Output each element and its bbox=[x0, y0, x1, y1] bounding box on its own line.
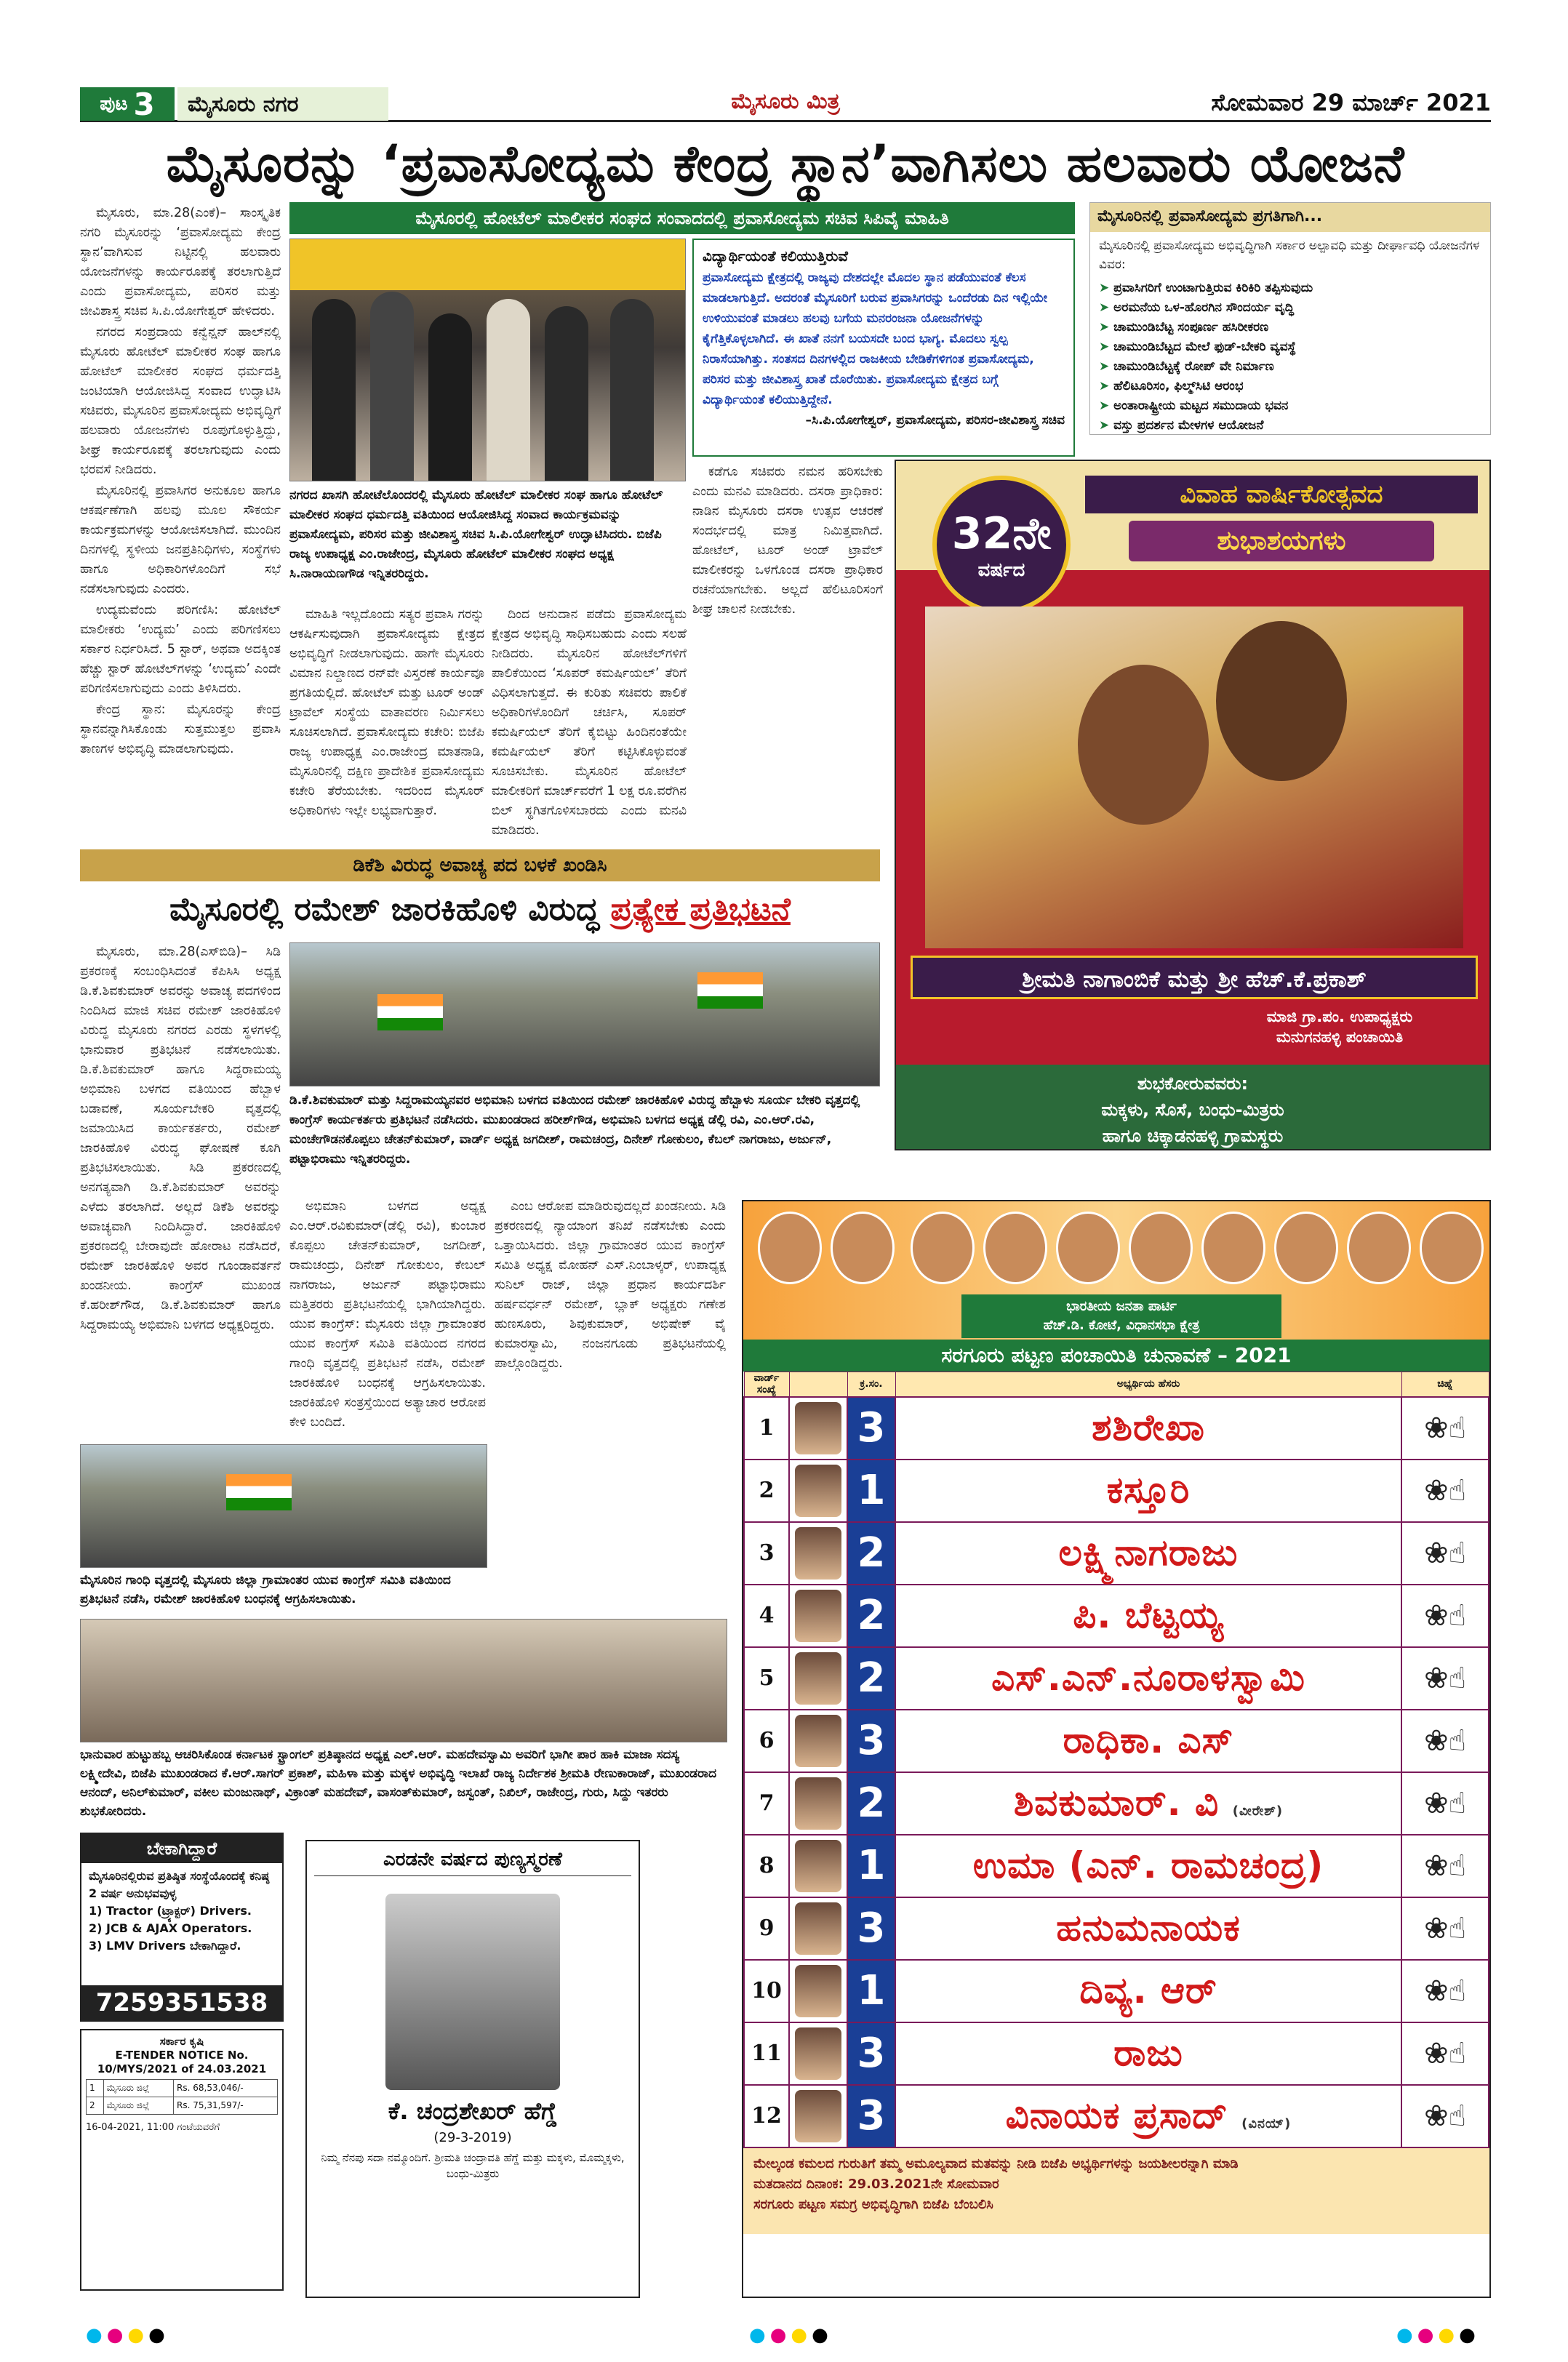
paragraph: ಮೈಸೂರು, ಮಾ.28(ಎಂಕೆ)– ಸಾಂಸ್ಕೃತಿಕ ನಗರಿ ಮೈಸೂರನ್ನು ‘ಪ್ರವಾಸೋದ್ಯಮ ಕೇಂದ್ರ ಸ್ಥಾನ’ವಾಗಿಸುವ ನಿಟ್ಟಿನಲ್ಲಿ ಹಲವಾರು ಯೋಜನೆಗಳನ್ನು ಕಾರ್ಯರೂಪಕ್ಕೆ ತರಲಾಗುತ್ತಿದೆ ಎಂದು ಪ್ರವಾಸೋದ್ಯಮ, ಪರಿಸರ ಮತ್ತು ಜೀವಿಶಾಸ್ತ್ರ ಸಚಿವ ಸಿ.ಪಿ.ಯೋಗೇಶ್ವರ್ ಹೇಳಿದರು. bbox=[80, 206, 281, 319]
ward-number: 7 bbox=[744, 1772, 789, 1835]
quote-text: ಪ್ರವಾಸೋದ್ಯಮ ಕ್ಷೇತ್ರದಲ್ಲಿ ರಾಜ್ಯವು ದೇಶದಲ್ಲೇ ಮೊದಲ ಸ್ಥಾನ ಪಡೆಯುವಂತೆ ಕೆಲಸ ಮಾಡಲಾಗುತ್ತಿದೆ. ಅದರಂತೆ ಮೈಸೂರಿಗೆ ಬರುವ ಪ್ರವಾಸಿಗರನ್ನು ಒಂದೆರಡು ದಿನ ಇಲ್ಲಿಯೇ ಉಳಿಯುವಂತೆ ಮಾಡಲು ಹಲವು ಬಗೆಯ ಮನರಂಜನಾ ಯೋಜನೆಗಳನ್ನು ಕೈಗೆತ್ತಿಕೊಳ್ಳಲಾಗಿದೆ. ಈ ಖಾತೆ ನನಗೆ ಬಯಸದೇ ಬಂದ ಭಾಗ್ಯ. ಮೊದಲು ಸ್ವಲ್ಪ ನಿರಾಸೆಯಾಗಿತ್ತು. ಸಂತಸದ ದಿನಗಳಲ್ಲಿದ ರಾಜಕೀಯ ಬೇಡಿಕೆಗಳಿಗಂತ ಪ್ರವಾಸೋದ್ಯಮ, ಪರಿಸರ ಮತ್ತು ಜೀವಿಶಾಸ್ತ್ರ ಖಾತೆ ದೊರೆಯಿತು. ಪ್ರವಾಸೋದ್ಯಮ ಕ್ಷೇತ್ರದ ಬಗ್ಗೆ ವಿದ್ಯಾರ್ಥಿಯಂತೆ ಕಲಿಯುತ್ತಿದ್ದೇನೆ. bbox=[703, 271, 1048, 407]
ward-number: 8 bbox=[744, 1835, 789, 1897]
candidate-photo bbox=[789, 1397, 847, 1460]
tender-notice bbox=[80, 2029, 284, 2291]
candidate-row bbox=[744, 1460, 1489, 1522]
story2-headline bbox=[80, 884, 880, 935]
list-item: ➤ ಅರಮನೆಯ ಒಳ-ಹೊರಗಿನ ಸೌಂದರ್ಯ ವೃದ್ಧಿ bbox=[1099, 298, 1481, 318]
photo-caption: ಭಾನುವಾರ ಹುಟ್ಟುಹಬ್ಬ ಆಚರಿಸಿಕೊಂಡ ಕರ್ನಾಟಕ ಸ್ಟ್ರಾಂಗಲ್ ಪ್ರತಿಷ್ಠಾನದ ಅಧ್ಯಕ್ಷ ಎಲ್.ಆರ್. ಮಹದೇವಸ್ವಾಮಿ ಅವರಿಗೆ ಭಾಗೀ ಪಾರ ಹಾಕಿ ಮಾಜಾ ಸದಸ್ಯ ಲಕ್ಷ್ಮೀದೇವಿ, ಬಿಜೆಪಿ ಮುಖಂಡರಾದ ಕೆ.ಆರ್.ಸಾಗರ್ ಪ್ರಕಾಶ್, ಮಹಿಳಾ ಮತ್ತು ಮಕ್ಕಳ ಅಭಿವೃದ್ಧಿ ಇಲಾಖೆ ರಾಜ್ಯ ನಿರ್ದೇಶಕ ಶ್ರೀಮತಿ ರೇಣುಕಾರಾಜ್, ಮುಖಂಡರಾದ ಆನಂದ್, ಅನಿಲ್‌ಕುಮಾರ್, ವಕೀಲ ಮಂಜುನಾಥ್, ವಿಕ್ರಾಂತ್ ಮಹದೇವ್, ವಾಸಂತ್‌ಕುಮಾರ್, ಜಸ್ವಂತ್, ನಿಖಿಲ್, ರಾಜೇಂದ್ರ, ಗುರು, ಸಿದ್ದು ಇತರರು ಶುಭಕೋರಿದರು. bbox=[80, 1748, 717, 1819]
election-footer bbox=[743, 2148, 1489, 2234]
paragraph: ಮಾಹಿತಿ ಇಲ್ಲದೊಂದು ಸತ್ಯರ ಪ್ರವಾಸಿ ಗರನ್ನು ಆಕರ್ಷಿಸುವುದಾಗಿ ಪ್ರವಾಸೋದ್ಯಮ ಕ್ಷೇತ್ರದ ಅಭಿವೃದ್ಧಿಗೆ ನೀಡಲಾಗುವುದು. ಹಾಗೇ ಮೈಸೂರು ವಿಮಾನ ನಿಲ್ದಾಣದ ರನ್‌ವೇ ವಿಸ್ತರಣೆ ಕಾರ್ಯವೂ ಪ್ರಗತಿಯಲ್ಲಿದೆ. ಹೋಟೆಲ್ ಮತ್ತು ಟೂರ್ ಅಂಡ್ ಟ್ರಾವೆಲ್ ಸಂಸ್ಥೆಯ ವಾತಾವರಣ ನಿರ್ಮಿಸಲು ಸೂಚಿಸಲಾಗಿದೆ. ಪ್ರವಾಸೋದ್ಯಮ ಕಚೇರಿ: ಬಿಜೆಪಿ ರಾಜ್ಯ ಉಪಾಧ್ಯಕ್ಷ ಎಂ.ರಾಜೇಂದ್ರ ಮಾತನಾಡಿ, ಮೈಸೂರಿನಲ್ಲಿ ದಕ್ಷಿಣ ಪ್ರಾದೇಶಿಕ ಪ್ರವಾಸೋದ್ಯಮ ಕಚೇರಿ ತೆರೆಯಬೇಕು. ಇದರಿಂದ ಮೈಸೂರ್ ಅಧಿಕಾರಿಗಳು ಇಲ್ಲೇ ಲಭ್ಯವಾಗುತ್ತಾರೆ. bbox=[289, 607, 484, 818]
candidate-name-text: ರಾಜು bbox=[1113, 2032, 1183, 2074]
lotus-icon: ❀☝ bbox=[1401, 1647, 1489, 1710]
candidate-name bbox=[895, 1960, 1401, 2022]
ballot-serial: 3 bbox=[847, 2022, 895, 2085]
registration-dots: ●●●● bbox=[86, 2324, 169, 2346]
leaders-banner bbox=[743, 1201, 1489, 1340]
lotus-icon: ❀☝ bbox=[1401, 2022, 1489, 2085]
column-header: ಅಭ್ಯರ್ಥಿಯ ಹೆಸರು bbox=[895, 1372, 1401, 1397]
quote-box bbox=[692, 239, 1075, 457]
candidate-name-text: ಕಸ್ತೂರಿ bbox=[1106, 1469, 1191, 1511]
candidate-name-text: ಶಶಿರೇಖಾ bbox=[1092, 1406, 1205, 1449]
footer-line: ಮತದಾನದ ದಿನಾಂಕ: 29.03.2021ನೇ ಸೋಮವಾರ bbox=[753, 2176, 999, 2192]
story2-column-1 bbox=[80, 942, 281, 1437]
headline-highlight: ಪ್ರತ್ಯೇಕ ಪ್ರತಿಭಟನೆ bbox=[610, 891, 791, 928]
candidate-row bbox=[744, 1710, 1489, 1772]
lotus-icon: ❀☝ bbox=[1401, 1585, 1489, 1647]
list-item: ➤ ಹೆಲಿಟೂರಿಸಂ, ಫಿಲ್ಮ್‌ಸಿಟಿ ಆರಂಭ bbox=[1099, 377, 1481, 396]
anniversary-ad bbox=[895, 460, 1491, 1150]
election-title: ಸರಗೂರು ಪಟ್ಟಣ ಪಂಚಾಯಿತಿ ಚುನಾವಣೆ – 2021 bbox=[743, 1340, 1489, 1372]
lotus-icon: ❀☝ bbox=[1401, 1397, 1489, 1460]
candidate-name-text: ರಾಧಿಕಾ. ಎಸ್ bbox=[1063, 1719, 1234, 1761]
party-label bbox=[961, 1294, 1281, 1338]
ballot-serial: 2 bbox=[847, 1585, 895, 1647]
candidate-photo bbox=[789, 1960, 847, 2022]
ballot-serial: 2 bbox=[847, 1772, 895, 1835]
candidate-photo bbox=[789, 1835, 847, 1897]
ward-number: 6 bbox=[744, 1710, 789, 1772]
paragraph: ದಿಂದ ಅನುದಾನ ಪಡೆದು ಪ್ರವಾಸೋದ್ಯಮ ಕ್ಷೇತ್ರದ ಅಭಿವೃದ್ಧಿ ಸಾಧಿಸಬಹುದು ಎಂದು ಸಲಹೆ ನೀಡಿದರು. ಮೈಸೂರಿನ ಹೋಟೆಲ್‌ಗಳಿಗೆ ಪಾಲಿಕೆಯಿಂದ ‘ಸೂಪರ್ ಕಮರ್ಷಿಯಲ್’ ತೆರಿಗೆ ವಿಧಿಸಲಾಗುತ್ತದೆ. ಈ ಕುರಿತು ಸಚಿವರು ಪಾಲಿಕೆ ಅಧಿಕಾರಿಗಳೊಂದಿಗೆ ಚರ್ಚಿಸಿ, ಸೂಪರ್ ಕಮರ್ಷಿಯಲ್ ತೆರಿಗೆ ಕೈಬಿಟ್ಟು ಹಿಂದಿನಂತೆಯೇ ಕಮರ್ಷಿಯಲ್ ತೆರಿಗೆ ಕಟ್ಟಿಸಿಕೊಳ್ಳುವಂತೆ ಸೂಚಿಸಬೇಕು. ಮೈಸೂರಿನ ಹೋಟೆಲ್ ಮಾಲೀಕರಿಗೆ ಮಾರ್ಚ್‌ವರೆಗೆ 1 ಲಕ್ಷ ರೂ.ವರೆಗಿನ ಬಿಲ್ ಸ್ಥಗಿತಗೊಳಿಸಬಾರದು ಎಂದು ಮನವಿ ಮಾಡಿದರು. bbox=[492, 607, 687, 838]
newspaper-name: ಮೈಸೂರು ಮಿತ್ರ bbox=[731, 89, 840, 114]
registration-dots: ●●●● bbox=[749, 2324, 833, 2346]
table-cell: 2 bbox=[87, 2097, 104, 2115]
candidate-name bbox=[895, 1710, 1401, 1772]
candidate-photo bbox=[789, 1897, 847, 1960]
lotus-icon: ❀☝ bbox=[1401, 1897, 1489, 1960]
quote-attribution: –ಸಿ.ಪಿ.ಯೋಗೇಶ್ವರ್, ಪ್ರವಾಸೋದ್ಯಮ, ಪರಿಸರ-ಜೀವಿಶಾಸ್ತ್ರ ಸಚಿವ bbox=[805, 413, 1065, 428]
plan-list bbox=[1090, 279, 1490, 436]
table-cell: Rs. 75,31,597/- bbox=[174, 2097, 278, 2115]
wanted-ad bbox=[80, 1833, 284, 2022]
role-line: ಮಾಜಿ ಗ್ರಾ.ಪಂ. ಉಪಾಧ್ಯಕ್ಷರು bbox=[1266, 1008, 1413, 1025]
registration-dots: ●●●● bbox=[1396, 2324, 1480, 2346]
obituary-title: ಎರಡನೇ ವರ್ಷದ ಪುಣ್ಯಸ್ಮರಣೆ bbox=[314, 1849, 631, 1876]
table-row bbox=[87, 2097, 278, 2115]
list-item: ➤ ಪ್ರವಾಸಿಗರಿಗೆ ಉಂಟಾಗುತ್ತಿರುವ ಕಿರಿಕಿರಿ ತಪ್ಪಿಸುವುದು bbox=[1099, 279, 1481, 298]
candidate-row bbox=[744, 1897, 1489, 1960]
ballot-serial: 3 bbox=[847, 1710, 895, 1772]
years-number: 32ನೇ bbox=[951, 508, 1052, 559]
ballot-serial: 1 bbox=[847, 1835, 895, 1897]
box-intro: ಮೈಸೂರಿನಲ್ಲಿ ಪ್ರವಾಸೋದ್ಯಮ ಅಭಿವೃದ್ಧಿಗಾಗಿ ಸರ್ಕಾರ ಅಲ್ಪಾವಧಿ ಮತ್ತು ದೀರ್ಘಾವಧಿ ಯೋಜನೆಗಳ ವಿವರ: bbox=[1099, 239, 1480, 272]
ballot-serial: 3 bbox=[847, 1397, 895, 1460]
paragraph: ನಗರದ ಸಂಪ್ರದಾಯ ಕನ್ವೆನ್ಷನ್ ಹಾಲ್‌ನಲ್ಲಿ ಮೈಸೂರು ಹೋಟೆಲ್ ಮಾಲೀಕರ ಸಂಘ ಹಾಗೂ ಹೋಟೆಲ್ ಮಾಲೀಕರ ಸಂಘದ ಧರ್ಮದತ್ತಿ ಜಂಟಿಯಾಗಿ ಆಯೋಜಿಸಿದ್ದ ಸಂವಾದ ಉದ್ಘಾಟಿಸಿ ಸಚಿವರು, ಮೈಸೂರಿನ ಪ್ರವಾಸೋದ್ಯಮ ಅಭಿವೃದ್ಧಿಗೆ ಹಲವಾರು ಯೋಜನೆಗಳು ರೂಪುಗೊಳ್ಳುತ್ತಿದ್ದು, ಶೀಘ್ರ ಕಾರ್ಯರೂಪಕ್ಕೆ ತರಲಾಗುವುದು ಎಂದು ಭರವಸೆ ನೀಡಿದರು. bbox=[80, 325, 281, 477]
wanted-item: 2) JCB & AJAX Operators. bbox=[89, 1921, 252, 1935]
section-name: ಮೈಸೂರು ನಗರ bbox=[177, 87, 388, 121]
wanted-item: 3) LMV Drivers ಬೇಕಾಗಿದ್ದಾರೆ. bbox=[89, 1939, 241, 1953]
ad-greeting: ಶುಭಾಶಯಗಳು bbox=[1129, 521, 1434, 561]
wanted-title: ಬೇಕಾಗಿದ್ದಾರೆ bbox=[81, 1834, 282, 1863]
photo-caption: ಡಿ.ಕೆ.ಶಿವಕುಮಾರ್ ಮತ್ತು ಸಿದ್ದರಾಮಯ್ಯನವರ ಅಭಿಮಾನಿ ಬಳಗದ ವತಿಯಿಂದ ರಮೇಶ್ ಜಾರಕಿಹೊಳಿ ವಿರುದ್ಧ ಹೆಬ್ಬಾಳು ಸೂರ್ಯ ಬೇಕರಿ ವೃತ್ತದಲ್ಲಿ ಕಾಂಗ್ರೆಸ್ ಕಾರ್ಯಕರ್ತರು ಪ್ರತಿಭಟನೆ ನಡೆಸಿದರು. ಮುಖಂಡರಾದ ಹರೀಶ್‌ಗೌಡ, ಅಭಿಮಾನಿ ಬಳಗದ ಅಧ್ಯಕ್ಷ ಡೆಲ್ಲಿ ರವಿ, ಎಂ.ಆರ್.ರವಿ, ಮಂಚೇಗೌಡನಕೊಪ್ಪಲು ಚೇತನ್‌ಕುಮಾರ್, ವಾರ್ಡ್ ಅಧ್ಯಕ್ಷ ಜಗದೀಶ್, ರಾಮಚಂದ್ರ, ದಿನೇಶ್ ಗೋಕುಲಂ, ಕೆಬಲ್ ನಾಗರಾಜು, ಅರ್ಜುನ್, ಪಟ್ಟಾಭಿರಾಮು ಇನ್ನಿತರರಿದ್ದರು. bbox=[289, 1093, 860, 1166]
page-number-tag bbox=[80, 87, 175, 121]
table-cell: ಮೈಸೂರು ಜಿಲ್ಲೆ bbox=[103, 2080, 173, 2097]
candidate-photo bbox=[789, 1772, 847, 1835]
ward-number: 12 bbox=[744, 2085, 789, 2147]
tender-table bbox=[86, 2079, 278, 2115]
ward-number: 1 bbox=[744, 1397, 789, 1460]
candidates-table bbox=[743, 1372, 1489, 2148]
ballot-serial: 3 bbox=[847, 1897, 895, 1960]
table-header-row bbox=[744, 1372, 1489, 1397]
candidate-photo bbox=[789, 2085, 847, 2147]
candidate-row bbox=[744, 1522, 1489, 1585]
role-line: ಮನುಗನಹಳ್ಳಿ ಪಂಚಾಯಿತಿ bbox=[1276, 1028, 1404, 1046]
ballot-serial: 1 bbox=[847, 1960, 895, 2022]
box-title: ಮೈಸೂರಿನಲ್ಲಿ ಪ್ರವಾಸೋದ್ಯಮ ಪ್ರಗತಿಗಾಗಿ... bbox=[1090, 203, 1490, 232]
main-headline: ಮೈಸೂರನ್ನು ‘ಪ್ರವಾಸೋದ್ಯಮ ಕೇಂದ್ರ ಸ್ಥಾನ’ವಾಗಿಸಲು ಹಲವಾರು ಯೋಜನೆ bbox=[166, 134, 1405, 193]
issue-date: ಸೋಮವಾರ 29 ಮಾರ್ಚ್ 2021 bbox=[1211, 89, 1491, 116]
paragraph: ಮೈಸೂರಿನಲ್ಲಿ ಪ್ರವಾಸಿಗರ ಅನುಕೂಲ ಹಾಗೂ ಆಕರ್ಷಣೆಗಾಗಿ ಹಲವು ಮೂಲ ಸೌಕರ್ಯ ಕಾರ್ಯಕ್ರಮಗಳನ್ನು ಆಯೋಜಿಸಲಾಗಿದೆ. ಮುಂದಿನ ದಿನಗಳಲ್ಲಿ ಸ್ಥಳೀಯ ಜನಪ್ರತಿನಿಧಿಗಳು, ಸಂಸ್ಥೆಗಳು ಹಾಗೂ ಅಧಿಕಾರಿಗಳೊಂದಿಗೆ ಸಭೆ ನಡೆಸಲಾಗುವುದು ಎಂದರು. bbox=[80, 484, 281, 596]
party-name: ಭಾರತೀಯ ಜನತಾ ಪಾರ್ಟಿ bbox=[1066, 1299, 1177, 1314]
column-header bbox=[789, 1372, 847, 1397]
table-row bbox=[87, 2080, 278, 2097]
tourism-plans-box bbox=[1089, 202, 1491, 435]
tender-dept: ಸರ್ಕಾರ ಕೃಷಿ bbox=[159, 2035, 204, 2048]
couple-photo bbox=[925, 606, 1463, 948]
footer-line: ಮೇಲ್ಕಂಡ ಕಮಲದ ಗುರುತಿಗೆ ತಮ್ಮ ಅಮೂಲ್ಯವಾದ ಮತವನ್ನು ನೀಡಿ ಬಿಜೆಪಿ ಅಭ್ಯರ್ಥಿಗಳನ್ನು ಜಯಶೀಲರನ್ನಾಗಿ ಮಾಡಿ bbox=[753, 2155, 1239, 2171]
column-header: ವಾರ್ಡ್ ಸಂಖ್ಯೆ bbox=[744, 1372, 789, 1397]
candidate-name-text: ಶಿವಕುಮಾರ್. ವಿ bbox=[1013, 1782, 1220, 1824]
photo-caption: ನಗರದ ಖಾಸಗಿ ಹೋಟೆಲೊಂದರಲ್ಲಿ ಮೈಸೂರು ಹೋಟೆಲ್ ಮಾಲೀಕರ ಸಂಘ ಹಾಗೂ ಹೋಟೆಲ್ ಮಾಲೀಕರ ಸಂಘದ ಧರ್ಮದತ್ತಿ ವತಿಯಿಂದ ಆಯೋಜಿಸಿದ್ದ ಸಂವಾದ ಕಾರ್ಯಕ್ರಮವನ್ನು ಪ್ರವಾಸೋದ್ಯಮ, ಪರಿಸರ ಮತ್ತು ಜೀವಿಶಾಸ್ತ್ರ ಸಚಿವ ಸಿ.ಪಿ.ಯೋಗೇಶ್ವರ್ ಉದ್ಘಾಟಿಸಿದರು. ಬಿಜೆಪಿ ರಾಜ್ಯ ಉಪಾಧ್ಯಕ್ಷ ಎಂ.ರಾಜೇಂದ್ರ, ಮೈಸೂರು ಹೋಟೆಲ್ ಮಾಲೀಕರ ಸಂಘದ ಅಧ್ಯಕ್ಷ ಸಿ.ನಾರಾಯಣಗೌಡ ಇನ್ನಿತರರಿದ್ದರು. bbox=[289, 488, 663, 581]
lotus-icon: ❀☝ bbox=[1401, 2085, 1489, 2147]
candidate-alias: (ವಿನಯ್) bbox=[1241, 2116, 1292, 2131]
candidate-name bbox=[895, 1460, 1401, 1522]
paragraph: ಎಂಬ ಆರೋಪ ಮಾಡಿರುವುದಲ್ಲದೆ ಖಂಡನೀಯ. ಸಿಡಿ ಪ್ರಕರಣದಲ್ಲಿ ನ್ಯಾಯಾಂಗ ತನಿಖೆ ನಡೆಸಬೇಕು ಎಂದು ಒತ್ತಾಯಿಸಿದರು. ಜಿಲ್ಲಾ ಗ್ರಾಮಾಂತರ ಯುವ ಕಾಂಗ್ರೆಸ್ ಸಮಿತಿ ಅಧ್ಯಕ್ಷ ಮೋಹನ್ ಎಸ್.ನಿಂಬಾಳ್ಕರ್, ಉಪಾಧ್ಯಕ್ಷ ಸುನಿಲ್ ರಾಜ್, ಜಿಲ್ಲಾ ಪ್ರಧಾನ ಕಾರ್ಯದರ್ಶಿ ಹರ್ಷವರ್ಧನ್ ರಮೇಶ್, ಬ್ಲಾಕ್ ಅಧ್ಯಕ್ಷರು ಗಣೇಶ ಹುಣಸೂರು, ಶಿವುಕುಮಾರ್, ಅಭಿಷೇಕ್ ವೈ ಕುಮಾರಸ್ವಾಮಿ, ನಂಜನಗೂಡು ಪ್ರತಿಭಟನೆಯಲ್ಲಿ ಪಾಲ್ಗೊಂಡಿದ್ದರು. bbox=[495, 1199, 726, 1371]
years-badge bbox=[932, 476, 1071, 614]
wishers-label: ಶುಭಕೋರುವವರು: bbox=[1137, 1073, 1249, 1094]
headline-part: ಮೈಸೂರಲ್ಲಿ ರಮೇಶ್ ಜಾರಕಿಹೊಳಿ ವಿರುದ್ಧ bbox=[169, 891, 600, 928]
ballot-serial: 3 bbox=[847, 2085, 895, 2147]
footer-line: ಸರಗೂರು ಪಟ್ಟಣ ಸಮಗ್ರ ಅಭಿವೃದ್ಧಿಗಾಗಿ ಬಿಜೆಪಿ ಬೆಂಬಲಿಸಿ bbox=[753, 2196, 993, 2212]
couple-role bbox=[1201, 1006, 1478, 1047]
candidate-name bbox=[895, 1647, 1401, 1710]
ward-number: 10 bbox=[744, 1960, 789, 2022]
candidate-name-text: ಉಮಾ (ಎನ್. ರಾಮಚಂದ್ರ) bbox=[972, 1844, 1324, 1886]
candidate-name-text: ಲಕ್ಷ್ಮಿನಾಗರಾಜು bbox=[1058, 1532, 1239, 1574]
couple-names: ಶ್ರೀಮತಿ ನಾಗಾಂಬಿಕೆ ಮತ್ತು ಶ್ರೀ ಹೆಚ್.ಕೆ.ಪ್ರಕಾಶ್ bbox=[911, 956, 1478, 999]
page-number: 3 bbox=[133, 86, 155, 122]
candidate-photo bbox=[789, 1710, 847, 1772]
lotus-icon: ❀☝ bbox=[1401, 1960, 1489, 2022]
lotus-icon: ❀☝ bbox=[1401, 1772, 1489, 1835]
ballot-serial: 2 bbox=[847, 1522, 895, 1585]
wishers bbox=[896, 1065, 1489, 1150]
main-story-column-right bbox=[692, 463, 883, 844]
list-item: ➤ ವಸ್ತು ಪ್ರದರ್ಶನ ಮೇಳಗಳ ಆಯೋಜನೆ bbox=[1099, 416, 1481, 436]
wanted-intro: ಮೈಸೂರಿನಲ್ಲಿರುವ ಪ್ರತಿಷ್ಠಿತ ಸಂಸ್ಥೆಯೊಂದಕ್ಕೆ ಕನಿಷ್ಠ 2 ವರ್ಷ ಅನುಭವವುಳ್ಳ bbox=[89, 1869, 270, 1900]
lotus-icon: ❀☝ bbox=[1401, 1710, 1489, 1772]
candidate-name bbox=[895, 1897, 1401, 1960]
candidate-row bbox=[744, 2022, 1489, 2085]
ad-title: ವಿವಾಹ ವಾರ್ಷಿಕೋತ್ಸವದ bbox=[1085, 476, 1478, 513]
candidate-photo bbox=[789, 1647, 847, 1710]
main-story-column-3 bbox=[492, 605, 687, 845]
news-photo-minister bbox=[289, 239, 686, 481]
candidate-photo bbox=[789, 1522, 847, 1585]
candidate-name bbox=[895, 1772, 1401, 1835]
tender-number: E-TENDER NOTICE No. 10/MYS/2021 of 24.03.2021 bbox=[97, 2049, 267, 2075]
candidate-photo bbox=[789, 1585, 847, 1647]
candidate-name bbox=[895, 1585, 1401, 1647]
obituary-date: (29-3-2019) bbox=[433, 2130, 512, 2145]
candidate-name-text: ಪಿ. ಬೆಟ್ಟಯ್ಯ bbox=[1073, 1594, 1224, 1636]
table-cell: 1 bbox=[87, 2080, 104, 2097]
story2-column-3 bbox=[495, 1197, 726, 1561]
candidate-row bbox=[744, 1397, 1489, 1460]
main-story-column-2 bbox=[289, 605, 484, 845]
wishers-line: ಹಾಗೂ ಚಿಕ್ಕಾಡನಹಳ್ಳಿ ಗ್ರಾಮಸ್ಥರು bbox=[1102, 1126, 1284, 1146]
list-item: ➤ ಚಾಮುಂಡಿಬೆಟ್ಟ ಸಂಪೂರ್ಣ ಹಸಿರೀಕರಣ bbox=[1099, 318, 1481, 337]
table-cell: Rs. 68,53,046/- bbox=[174, 2080, 278, 2097]
protest-photo-2 bbox=[80, 1444, 487, 1568]
obituary-ad bbox=[305, 1840, 640, 2298]
wanted-item: 1) Tractor (ಟ್ರ್ಯಾಕ್ಟರ್) Drivers. bbox=[89, 1904, 252, 1918]
ward-number: 3 bbox=[744, 1522, 789, 1585]
candidate-name bbox=[895, 1835, 1401, 1897]
ballot-serial: 1 bbox=[847, 1460, 895, 1522]
candidate-name-text: ಹನುಮನಾಯಕ bbox=[1056, 1907, 1241, 1949]
obituary-name: ಕೆ. ಚಂದ್ರಶೇಖರ್ ಹೆಗ್ಡೆ bbox=[388, 2097, 558, 2125]
protest-photo-1 bbox=[289, 942, 880, 1086]
candidate-row bbox=[744, 1585, 1489, 1647]
candidate-name bbox=[895, 1522, 1401, 1585]
years-word: ವರ್ಷದ bbox=[977, 559, 1025, 581]
lotus-icon: ❀☝ bbox=[1401, 1522, 1489, 1585]
list-item: ➤ ಚಾಮುಂಡಿಬೆಟ್ಟಕ್ಕೆ ರೋಪ್ ವೇ ನಿರ್ಮಾಣ bbox=[1099, 357, 1481, 377]
election-ad bbox=[742, 1200, 1491, 2298]
candidate-name bbox=[895, 2085, 1401, 2147]
paragraph: ಅಭಿಮಾನಿ ಬಳಗದ ಅಧ್ಯಕ್ಷ ಎಂ.ಆರ್.ರವಿಕುಮಾರ್(ಡೆಲ್ಲಿ ರವಿ), ಕುಂಬಾರ ಕೊಪ್ಪಲು ಚೇತನ್‌ಕುಮಾರ್, ಜಗದೀಶ್, ರಾಮಚಂದ್ರು, ದಿನೇಶ್ ಗೋಕುಲಂ, ಕೇಬಲ್ ನಾಗರಾಜು, ಅರ್ಜುನ್ ಪಟ್ಟಾಭಿರಾಮು ಮತ್ತಿತರರು ಪ್ರತಿಭಟನೆಯಲ್ಲಿ ಭಾಗಿಯಾಗಿದ್ದರು. ಯುವ ಕಾಂಗ್ರೆಸ್: ಮೈಸೂರು ಜಿಲ್ಲಾ ಗ್ರಾಮಾಂತರ ಯುವ ಕಾಂಗ್ರೆಸ್ ಸಮಿತಿ ವತಿಯಿಂದ ನಗರದ ಗಾಂಧಿ ವೃತ್ತದಲ್ಲಿ ಪ್ರತಿಭಟನೆ ನಡೆಸಿ, ರಮೇಶ್ ಜಾರಕಿಹೊಳಿ ಬಂಧನಕ್ಕೆ ಆಗ್ರಹಿಸಲಾಯಿತು. ಜಾರಕಿಹೊಳಿ ಸಂತ್ರಸ್ತೆಯಿಂದ ಅತ್ಯಾಚಾರ ಆರೋಪ ಕೇಳಿ ಬಂದಿದೆ. bbox=[289, 1199, 486, 1430]
obituary-photo bbox=[385, 1894, 560, 2090]
paragraph: ಮೈಸೂರು, ಮಾ.28(ಎಸ್‌ಬಿಡಿ)– ಸಿಡಿ ಪ್ರಕರಣಕ್ಕೆ ಸಂಬಂಧಿಸಿದಂತೆ ಕೆಪಿಸಿಸಿ ಅಧ್ಯಕ್ಷ ಡಿ.ಕೆ.ಶಿವಕುಮಾರ್ ಅವರನ್ನು ಅವಾಚ್ಯ ಪದಗಳಿಂದ ನಿಂದಿಸಿದ ಮಾಜಿ ಸಚಿವ ರಮೇಶ್ ಜಾರಕಿಹೊಳಿ ವಿರುದ್ಧ ಮೈಸೂರು ನಗರದ ಎರಡು ಸ್ಥಳಗಳಲ್ಲಿ ಭಾನುವಾರ ಪ್ರತಿಭಟನೆ ನಡೆಸಲಾಯಿತು. ಡಿ.ಕೆ.ಶಿವಕುಮಾರ್ ಹಾಗೂ ಸಿದ್ದರಾಮಯ್ಯ ಅಭಿಮಾನಿ ಬಳಗದ ವತಿಯಿಂದ ಹೆಬ್ಬಾಳ ಬಡಾವಣೆ, ಸೂರ್ಯಬೇಕರಿ ವೃತ್ತದಲ್ಲಿ ಜಮಾಯಿಸಿದ ಕಾರ್ಯಕರ್ತರು, ರಮೇಶ್ ಜಾರಕಿಹೊಳಿ ವಿರುದ್ಧ ಘೋಷಣೆ ಕೂಗಿ ಪ್ರತಿಭಟಿಸಲಾಯಿತು. ಸಿಡಿ ಪ್ರಕರಣದಲ್ಲಿ ಅನಗತ್ಯವಾಗಿ ಡಿ.ಕೆ.ಶಿವಕುಮಾರ್ ಅವರನ್ನು ಎಳೆದು ತರಲಾಗಿದೆ. ಅಲ್ಲದೆ ಡಿಕೆಶಿ ಅವರನ್ನು ಅವಾಚ್ಯವಾಗಿ ನಿಂದಿಸಿದ್ದಾರೆ. ಜಾರಕಿಹೊಳಿ ಪ್ರಕರಣದಲ್ಲಿ ಬೇರಾವುದೇ ಹೋರಾಟ ನಡೆಸಿದರೆ, ರಮೇಶ್ ಜಾರಕಿಹೊಳಿ ಅವರ ಗೂಂಡಾವರ್ತನೆ ಖಂಡನೀಯ. ಕಾಂಗ್ರೆಸ್ ಮುಖಂಡ ಕೆ.ಹರೀಶ್‌ಗೌಡ, ಡಿ.ಕೆ.ಶಿವಕುಮಾರ್ ಹಾಗೂ ಸಿದ್ದರಾಮಯ್ಯ ಅಭಿಮಾನಿ ಬಳಗದ ಅಧ್ಯಕ್ಷರಿದ್ದರು. bbox=[80, 945, 281, 1332]
paragraph: ಕೇಂದ್ರ ಸ್ಥಾನ: ಮೈಸೂರನ್ನು ಕೇಂದ್ರ ಸ್ಥಾನವನ್ನಾಗಿಸಿಕೊಂಡು ಸುತ್ತಮುತ್ತಲ ಪ್ರವಾಸಿ ತಾಣಗಳ ಅಭಿವೃದ್ಧಿ ಮಾಡಲಾಗುವುದು. bbox=[80, 702, 281, 756]
candidate-row bbox=[744, 1647, 1489, 1710]
candidate-row bbox=[744, 1835, 1489, 1897]
page-label: ಪುಟ bbox=[100, 92, 128, 115]
obituary-body: ನಿಮ್ಮ ನೆನಪು ಸದಾ ನಮ್ಮೊಂದಿಗೆ. ಶ್ರೀಮತಿ ಚಂದ್ರಾವತಿ ಹೆಗ್ಡೆ ಮತ್ತು ಮಕ್ಕಳು, ಮೊಮ್ಮಕ್ಕಳು, ಬಂಧು-ಮಿತ್ರರು bbox=[321, 2151, 625, 2180]
candidate-name bbox=[895, 1397, 1401, 1460]
story-strap: ಮೈಸೂರಲ್ಲಿ ಹೋಟೆಲ್ ಮಾಲೀಕರ ಸಂಘದ ಸಂವಾದದಲ್ಲಿ ಪ್ರವಾಸೋದ್ಯಮ ಸಚಿವ ಸಿಪಿವೈ ಮಾಹಿತಿ bbox=[289, 202, 1075, 234]
list-item: ➤ ಅಂತಾರಾಷ್ಟ್ರೀಯ ಮಟ್ಟದ ಸಮುದಾಯ ಭವನ bbox=[1099, 396, 1481, 416]
column-header: ಕ್ರ.ಸಂ. bbox=[847, 1372, 895, 1397]
candidate-name-text: ದಿವ್ಯ. ಆರ್ bbox=[1079, 1969, 1217, 2011]
main-story-column-1 bbox=[80, 204, 281, 844]
wishers-line: ಮಕ್ಕಳು, ಸೊಸೆ, ಬಂಧು-ಮಿತ್ರರು bbox=[1101, 1100, 1284, 1120]
ward-number: 4 bbox=[744, 1585, 789, 1647]
lotus-icon: ❀☝ bbox=[1401, 1460, 1489, 1522]
birthday-photo bbox=[80, 1619, 727, 1742]
lotus-icon: ❀☝ bbox=[1401, 1835, 1489, 1897]
candidate-row bbox=[744, 1960, 1489, 2022]
ward-number: 2 bbox=[744, 1460, 789, 1522]
constituency: ಹೆಚ್.ಡಿ. ಕೋಟೆ, ವಿಧಾನಸಭಾ ಕ್ಷೇತ್ರ bbox=[1043, 1318, 1200, 1333]
tender-footer: 16-04-2021, 11:00 ಗಂಟೆಯವರೆಗೆ bbox=[86, 2122, 220, 2133]
quote-title: ವಿದ್ಯಾರ್ಥಿಯಂತೆ ಕಲಿಯುತ್ತಿರುವೆ bbox=[703, 247, 848, 265]
wanted-phone: 7259351538 bbox=[81, 1985, 282, 2020]
column-header: ಚಿಹ್ನೆ bbox=[1401, 1372, 1489, 1397]
list-item: ➤ ಚಾಮುಂಡಿಬೆಟ್ಟದ ಮೇಲೆ ಫುಡ್-ಬೇಕರಿ ವ್ಯವಸ್ಥೆ bbox=[1099, 337, 1481, 357]
candidate-row bbox=[744, 2085, 1489, 2147]
candidate-alias: (ವೀರೇಶ್) bbox=[1232, 1803, 1284, 1819]
ballot-serial: 2 bbox=[847, 1647, 895, 1710]
photo-caption: ಮೈಸೂರಿನ ಗಾಂಧಿ ವೃತ್ತದಲ್ಲಿ ಮೈಸೂರು ಜಿಲ್ಲಾ ಗ್ರಾಮಾಂತರ ಯುವ ಕಾಂಗ್ರೆಸ್ ಸಮಿತಿ ವತಿಯಿಂದ ಪ್ರತಿಭಟನೆ ನಡೆಸಿ, ರಮೇಶ್ ಜಾರಕಿಹೊಳಿ ಬಂಧನಕ್ಕೆ ಆಗ್ರಹಿಸಲಾಯಿತು. bbox=[80, 1573, 451, 1606]
candidate-name-text: ಎಸ್.ಎನ್.ನೂರಾಳಸ್ವಾಮಿ bbox=[991, 1657, 1305, 1699]
paragraph: ಕಡೆಗೂ ಸಚಿವರು ನಮನ ಹರಿಸಬೇಕು ಎಂದು ಮನವಿ ಮಾಡಿದರು. ದಸರಾ ಪ್ರಾಧಿಕಾರ: ನಾಡಿನ ಮೈಸೂರು ದಸರಾ ಉತ್ಸವ ಆಚರಣೆ ಸಂದರ್ಭದಲ್ಲಿ ಮಾತ್ರ ನಿಮಿತ್ತವಾಗಿದೆ. ಹೋಟೆಲ್, ಟೂರ್ ಅಂಡ್ ಟ್ರಾವೆಲ್ ಮಾಲೀಕರನ್ನು ಒಳಗೊಂಡ ದಸರಾ ಪ್ರಾಧಿಕಾರ ರಚನೆಯಾಗಬೇಕು. ಅಲ್ಲದೆ ಹೆಲಿಟೂರಿಸಂಗೆ ಶೀಘ್ರ ಚಾಲನೆ ನೀಡಬೇಕು. bbox=[692, 465, 883, 617]
candidate-name bbox=[895, 2022, 1401, 2085]
candidate-photo bbox=[789, 2022, 847, 2085]
candidate-photo bbox=[789, 1460, 847, 1522]
wanted-body bbox=[81, 1863, 282, 1959]
ward-number: 11 bbox=[744, 2022, 789, 2085]
table-cell: ಮೈಸೂರು ಜಿಲ್ಲೆ bbox=[103, 2097, 173, 2115]
story2-kicker: ಡಿಕೆಶಿ ವಿರುದ್ಧ ಅವಾಚ್ಯ ಪದ ಬಳಕೆ ಖಂಡಿಸಿ bbox=[80, 849, 880, 881]
ward-number: 5 bbox=[744, 1647, 789, 1710]
candidate-row bbox=[744, 1772, 1489, 1835]
paragraph: ಉದ್ಯಮವೆಂದು ಪರಿಗಣಿಸಿ: ಹೋಟೆಲ್ ಮಾಲೀಕರು ‘ಉದ್ಯಮ’ ಎಂದು ಪರಿಗಣಿಸಲು ಸರ್ಕಾರ ನಿರ್ಧರಿಸಿದೆ. 5 ಸ್ಟಾರ್, ಅಥವಾ ಅದಕ್ಕಿಂತ ಹೆಚ್ಚು ಸ್ಟಾರ್ ಹೋಟೆಲ್‌ಗಳನ್ನು ‘ಉದ್ಯಮ’ ಎಂದೇ ಪರಿಗಣಿಸಲಾಗುವುದು ಎಂದು ತಿಳಿಸಿದರು. bbox=[80, 603, 281, 696]
candidate-name-text: ವಿನಾಯಕ ಪ್ರಸಾದ್ bbox=[1005, 2094, 1228, 2137]
ward-number: 9 bbox=[744, 1897, 789, 1960]
